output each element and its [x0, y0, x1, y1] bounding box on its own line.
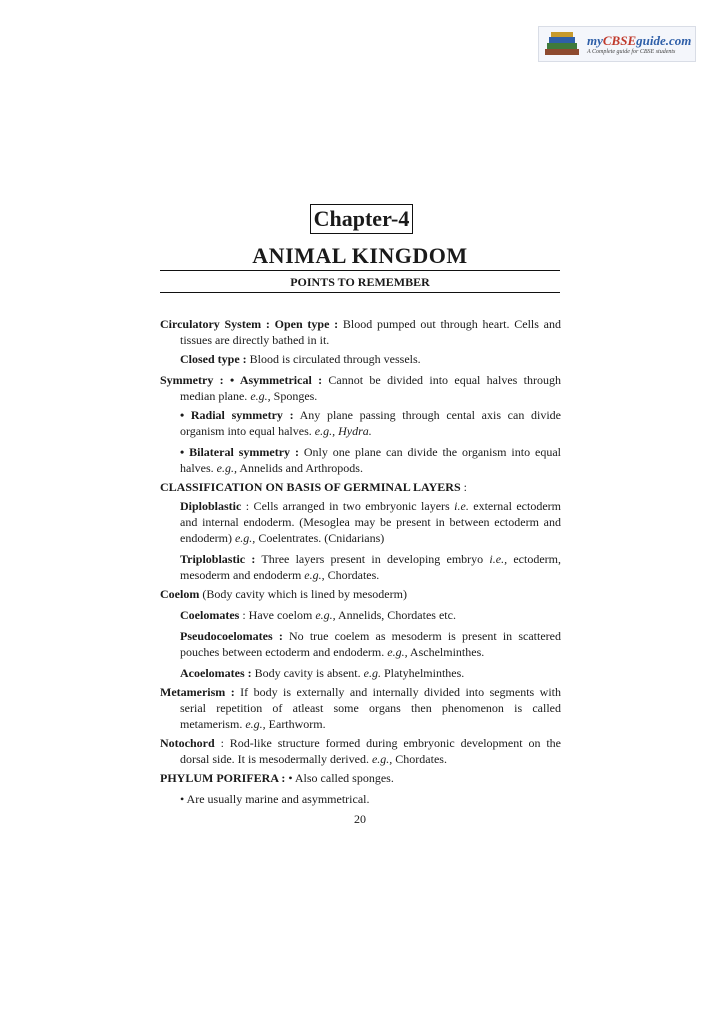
top-rule — [160, 270, 560, 271]
page-number: 20 — [354, 812, 366, 826]
chapter-label: Chapter-4 — [310, 204, 413, 234]
paragraph-porifera-marine: • Are usually marine and asymmetrical. — [180, 792, 370, 806]
paragraph-acoelomates: Acoelomates : Body cavity is absent. e.g. Platyhelminthes. — [180, 666, 465, 680]
paragraph-circulatory-open: Circulatory System : Open type : Blood pumped out through heart. Cells and tissues are directly bathed in it. — [160, 317, 561, 347]
section-subtitle: POINTS TO REMEMBER — [290, 275, 430, 289]
heading-germinal-layers: CLASSIFICATION ON BASIS OF GERMINAL LAYERS : — [160, 480, 467, 494]
paragraph-pseudocoelomates: Pseudocoelomates : No true coelem as mesoderm is present in scattered pouches between ectoderm and endoderm. e.g., Aschelminthes. — [180, 629, 561, 659]
paragraph-coelomates: Coelomates : Have coelom e.g., Annelids, Chordates etc. — [180, 608, 456, 622]
books-icon — [543, 31, 583, 57]
paragraph-diploblastic: Diploblastic : Cells arranged in two embryonic layers i.e. external ectoderm and internal endoderm. (Mesoglea may be present in between ectoderm and endoderm) e.g., Coelentrates. (Cnidarians) — [180, 499, 561, 545]
chapter-title: ANIMAL KINGDOM — [252, 243, 468, 268]
bottom-rule — [160, 292, 560, 293]
paragraph-metamerism: Metamerism : If body is externally and internally divided into segments with serial repetition of atleast some organs then phenomenon is called metamerism. e.g., Earthworm. — [160, 685, 561, 731]
paragraph-coelom: Coelom (Body cavity which is lined by mesoderm) — [160, 587, 407, 601]
paragraph-bilateral-symmetry: • Bilateral symmetry : Only one plane can divide the organism into equal halves. e.g., Annelids and Arthropods. — [180, 445, 562, 475]
logo-tagline: A Complete guide for CBSE students — [587, 48, 676, 55]
paragraph-triploblastic: Triploblastic : Three layers present in developing embryo i.e., ectoderm, mesoderm and endoderm e.g., Chordates. — [180, 552, 561, 582]
paragraph-notochord: Notochord : Rod-like structure formed during embryonic development on the dorsal side. It is mesodermally derived. e.g., Chordates. — [160, 736, 561, 766]
logo-name: myCBSEguide.com — [587, 32, 692, 48]
paragraph-phylum-porifera: PHYLUM PORIFERA : • Also called sponges. — [160, 771, 394, 785]
paragraph-circulatory-closed: Closed type : Blood is circulated through vessels. — [180, 352, 421, 366]
paragraph-radial-symmetry: • Radial symmetry : Any plane passing through cental axis can divide organism into equal halves. e.g., Hydra. — [180, 408, 561, 438]
paragraph-symmetry-asymmetrical: Symmetry : • Asymmetrical : Cannot be divided into equal halves through median plane. e.g., Sponges. — [160, 373, 561, 403]
mycbseguide-logo — [538, 26, 696, 62]
notes-body — [160, 316, 561, 812]
